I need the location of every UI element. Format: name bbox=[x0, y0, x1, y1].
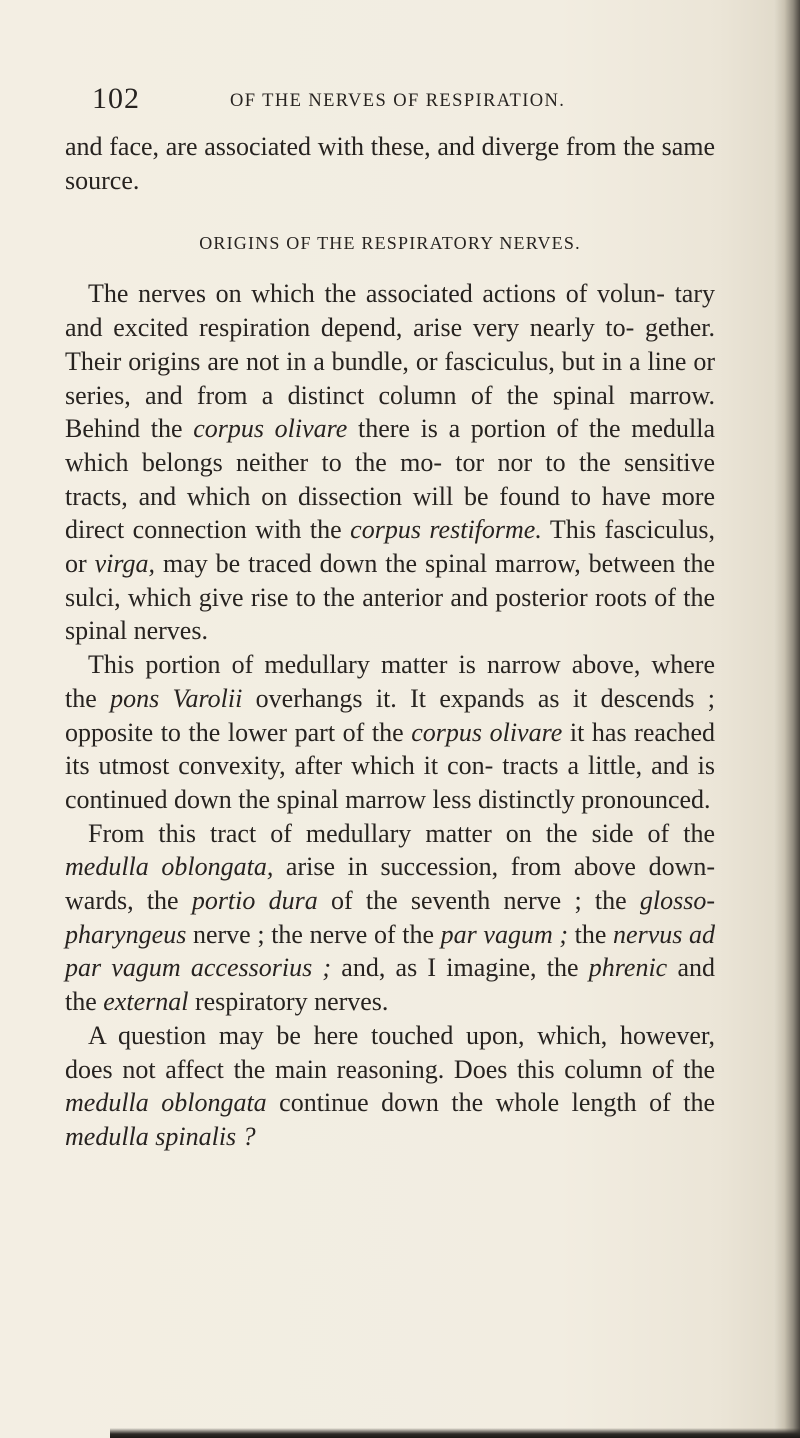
body-text bbox=[65, 130, 715, 1154]
italic-term: virga, bbox=[94, 549, 156, 579]
italic-term: corpus olivare bbox=[411, 717, 563, 747]
italic-term: nervus ad par vagum accessorius ; bbox=[65, 919, 715, 983]
italic-term: external bbox=[103, 987, 189, 1017]
page-header bbox=[92, 82, 732, 122]
text-run: there is a portion of the medulla which belongs neither to the mo- tor nor to the sensitive tracts, and which on dissection will be found to have more direct connection with the bbox=[65, 414, 716, 545]
text-run: and the bbox=[65, 953, 715, 1017]
page-bottom-edge bbox=[110, 1428, 800, 1438]
italic-term: medulla spinalis ? bbox=[65, 1121, 256, 1151]
text-run: the bbox=[568, 919, 614, 949]
paragraph-origins bbox=[65, 277, 715, 648]
text-run: continue down the whole length of the bbox=[266, 1088, 715, 1118]
page-number: 102 bbox=[92, 82, 140, 115]
text-run: may be traced down the spinal marrow, between the sulci, which give rise to the anterior and posterior roots of the spinal nerves. bbox=[65, 549, 715, 646]
text-run: nerve ; the nerve of the bbox=[186, 919, 441, 949]
text-run: arise in succession, from above down- wards, the bbox=[65, 852, 716, 916]
text-run: A question may be here touched upon, which, however, does not affect the main reasoning. Does this column of the bbox=[65, 1020, 715, 1084]
text-run: This fasciculus, or bbox=[65, 515, 715, 579]
italic-term: medulla oblongata, bbox=[65, 852, 274, 882]
italic-term: corpus restiforme. bbox=[350, 515, 542, 545]
italic-term: medulla oblongata bbox=[65, 1088, 267, 1118]
text-run: of the seventh nerve ; the bbox=[317, 886, 640, 916]
binding-gutter bbox=[774, 0, 800, 1438]
text-run: overhangs it. It expands as it descends ; opposite to the lower part of the bbox=[65, 683, 715, 747]
italic-term: glosso- pharyngeus bbox=[65, 886, 716, 949]
italic-term: pons Varolii bbox=[110, 683, 243, 713]
italic-term: portio dura bbox=[191, 886, 318, 916]
running-title: OF THE NERVES OF RESPIRATION. bbox=[230, 91, 566, 111]
italic-term: corpus olivare bbox=[193, 414, 348, 444]
text-run: it has reached its utmost convexity, after which it con- tracts a little, and is continued down the spinal marrow less distinctly pronounced. bbox=[65, 717, 715, 814]
italic-term: phrenic bbox=[588, 953, 668, 983]
paragraph-tract bbox=[65, 817, 715, 1019]
section-heading: ORIGINS OF THE RESPIRATORY NERVES. bbox=[199, 233, 581, 254]
paragraph-question bbox=[65, 1019, 715, 1154]
text-run: and face, are associated with these, and diverge from the same source. bbox=[65, 132, 715, 195]
paragraph-continuation bbox=[65, 130, 715, 197]
text-run: respiratory nerves. bbox=[188, 987, 389, 1017]
text-run: From this tract of medullary matter on the side of the bbox=[88, 818, 715, 848]
text-run: The nerves on which the associated actions of volun- tary and excited respiration depend, arise very nearly to- gether. Their origins are not in a bundle, or fasciculus, but in a line or series, and from a distinct column of the spinal marrow. Behind the bbox=[65, 279, 715, 444]
italic-term: par vagum ; bbox=[440, 919, 569, 949]
text-run: This portion of medullary matter is narrow above, where the bbox=[65, 650, 715, 713]
paragraph-medullary-matter bbox=[65, 648, 715, 817]
text-run: and, as I imagine, the bbox=[331, 953, 589, 983]
